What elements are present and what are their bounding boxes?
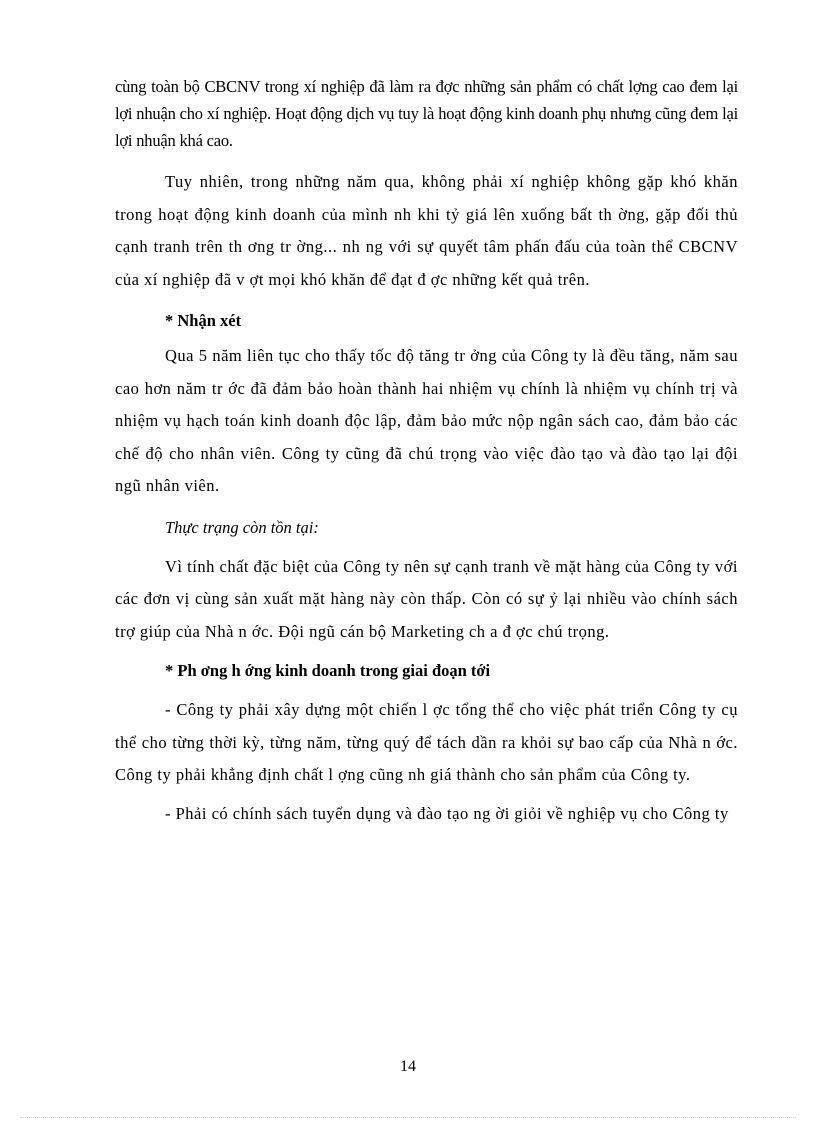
page-bottom-rule xyxy=(20,1117,796,1118)
document-page xyxy=(115,73,738,830)
page-number: 14 xyxy=(400,1058,416,1075)
subheading-thuc-trang: Thực trạng còn tồn tại: xyxy=(165,517,319,537)
paragraph-strategy: - Công ty phải xây dựng một chiến l ợc tổng thể cho việc phát triển Công ty cụ thể cho từng thời kỳ, từng năm, từng quý để tách dần ra khỏi sự bao cấp của Nhà n ớc. Công ty phải khẳng định chất l ợng cũng nh giá thành cho sản phẩm của Công ty. xyxy=(115,700,738,784)
paragraph-recruitment: - Phải có chính sách tuyển dụng và đào tạo ng ời giỏi về nghiệp vụ cho Công ty xyxy=(165,803,729,823)
heading-nhan-xet: * Nhận xét xyxy=(165,311,242,330)
heading-phuong-huong: * Ph ơng h ớng kinh doanh trong giai đoạn tới xyxy=(165,661,491,680)
paragraph-current-status: Vì tính chất đặc biệt của Công ty nên sự cạnh tranh về mặt hàng của Công ty với các đơn vị cùng sản xuất mặt hàng này còn thấp. Còn có sự ỷ lại nhiều vào chính sách trợ giúp của Nhà n ớc. Đội ngũ cán bộ Marketing ch a đ ợc chú trọng. xyxy=(115,556,738,641)
paragraph-intro: cùng toàn bộ CBCNV trong xí nghiệp đã làm ra đợc những sản phẩm có chất lợng cao đem lại lợi nhuận cho xí nghiệp. Hoạt động dịch vụ tuy là hoạt động kinh doanh phụ nhưng cũng đem lại lợi nhuận khá cao. xyxy=(115,77,738,150)
paragraph-difficulties: Tuy nhiên, trong những năm qua, không phải xí nghiệp không gặp khó khăn trong hoạt động kinh doanh của mình nh khi tỷ giá lên xuống bất th ờng, gặp đối thủ cạnh tranh trên th ơng tr ờng... nh ng với sự quyết tâm phấn đấu của toàn thể CBCNV của xí nghiệp đã v ợt mọi khó khăn để đạt đ ợc những kết quả trên. xyxy=(115,172,738,289)
paragraph-growth: Qua 5 năm liên tục cho thấy tốc độ tăng tr ởng của Công ty là đều tăng, năm sau cao hơn năm tr ớc đã đảm bảo hoàn thành hai nhiệm vụ chính là nhiệm vụ chính trị và nhiệm vụ hạch toán kinh doanh độc lập, đảm bảo mức nộp ngân sách cao, đảm bảo các chế độ cho nhân viên. Công ty cũng đã chú trọng vào việc đào tạo và đào tạo lại đội ngũ nhân viên. xyxy=(115,346,738,495)
